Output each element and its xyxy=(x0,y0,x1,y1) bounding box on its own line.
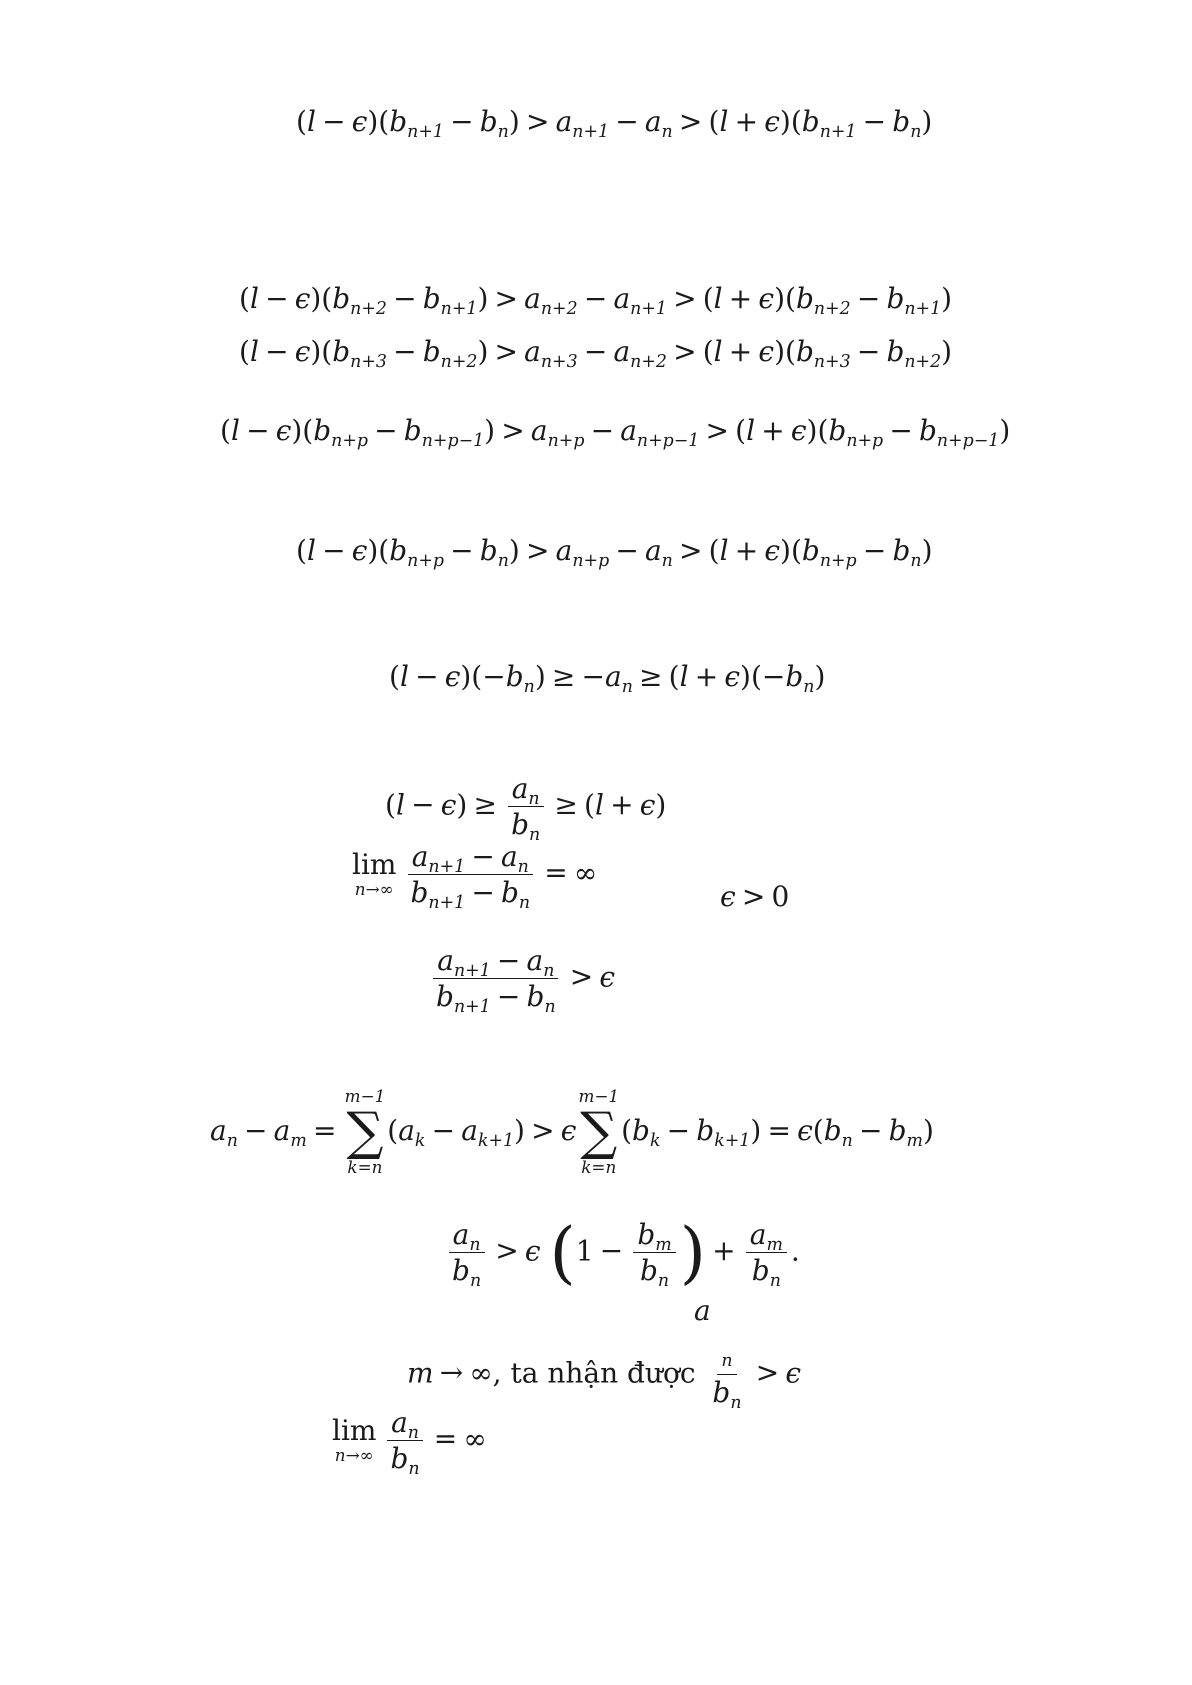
fraction: $\frac{n}{b_n}$ xyxy=(708,1342,745,1408)
equation-14: m → ∞, ta nhận được $\frac{n}{b_n}$ > ϵ xyxy=(407,1342,801,1408)
fraction: $\frac{a_n}{b_n}$ xyxy=(386,1408,423,1474)
stray-variable-a: a xyxy=(694,1294,711,1327)
equation-1: $(l - \epsilon)(b_{n+1} - b_n) > a_{n+1} - a_n > (l + \epsilon)(b_{n+1} - b_n)$ xyxy=(296,105,933,143)
equation-12: $\frac{a_n}{b_n}$ > ϵ (1 − $\frac{b_m}{b_n}$ ) + $\frac{a_m}{b_n}$ . xyxy=(444,1220,800,1286)
fraction: $\frac{a_n}{b_n}$ xyxy=(507,774,544,840)
equation-6: $(l - \epsilon)(-b_n) \ge -a_n \ge (l + \epsilon)(-b_n)$ xyxy=(389,660,826,698)
equation-8: lim n→∞ $\frac{a_{n+1} - a_n}{b_{n+1} - b_n}$ = ∞ xyxy=(352,840,598,914)
fraction: $\frac{a_n}{b_n}$ xyxy=(448,1220,485,1286)
equation-3: $(l - \epsilon)(b_{n+3} - b_{n+2}) > a_{n+3} - a_{n+2} > (l + \epsilon)(b_{n+3} - b_{n+2})$ xyxy=(239,335,953,373)
summation: m−1 ∑ k=n xyxy=(578,1086,620,1178)
equation-4: $(l - \epsilon)(b_{n+p} - b_{n+p-1}) > a_{n+p} - a_{n+p-1} > (l + \epsilon)(b_{n+p} - b_{n+p-1})$ xyxy=(220,414,1011,452)
equation-11: $a_n - a_m$ = m−1 ∑ k=n $(a_k - a_{k+1}) > \epsilon$ m−1 ∑ k=n $(b_k - b_{k+1}) = \epsilon(b_n - b_m)$ xyxy=(210,1086,934,1178)
fraction: $\frac{a_{n+1} - a_n}{b_{n+1} - b_n}$ xyxy=(432,946,560,1012)
equation-15: lim n→∞ $\frac{a_n}{b_n}$ = ∞ xyxy=(332,1406,487,1480)
vietnamese-text: ta nhận được xyxy=(510,1356,696,1390)
equation-9: ϵ > 0 xyxy=(720,880,790,913)
summation: m−1 ∑ k=n xyxy=(344,1086,386,1178)
fraction: $\frac{a_m}{b_n}$ xyxy=(746,1220,787,1286)
equation-2: $(l - \epsilon)(b_{n+2} - b_{n+1}) > a_{n+2} - a_{n+1} > (l + \epsilon)(b_{n+2} - b_{n+1})$ xyxy=(239,282,953,320)
fraction: $\frac{b_m}{b_n}$ xyxy=(633,1220,675,1286)
equation-7: (l − ϵ) ≥ $\frac{a_n}{b_n}$ ≥ (l + ϵ) xyxy=(385,772,667,846)
equation-10: $\frac{a_{n+1} - a_n}{b_{n+1} - b_n}$ > ϵ xyxy=(428,946,615,1012)
fraction: $\frac{a_{n+1} - a_n}{b_{n+1} - b_n}$ xyxy=(406,842,534,908)
limit-operator: lim n→∞ xyxy=(352,847,397,899)
limit-operator: lim n→∞ xyxy=(332,1413,377,1465)
equation-5: $(l - \epsilon)(b_{n+p} - b_n) > a_{n+p} - a_n > (l + \epsilon)(b_{n+p} - b_n)$ xyxy=(296,534,933,572)
